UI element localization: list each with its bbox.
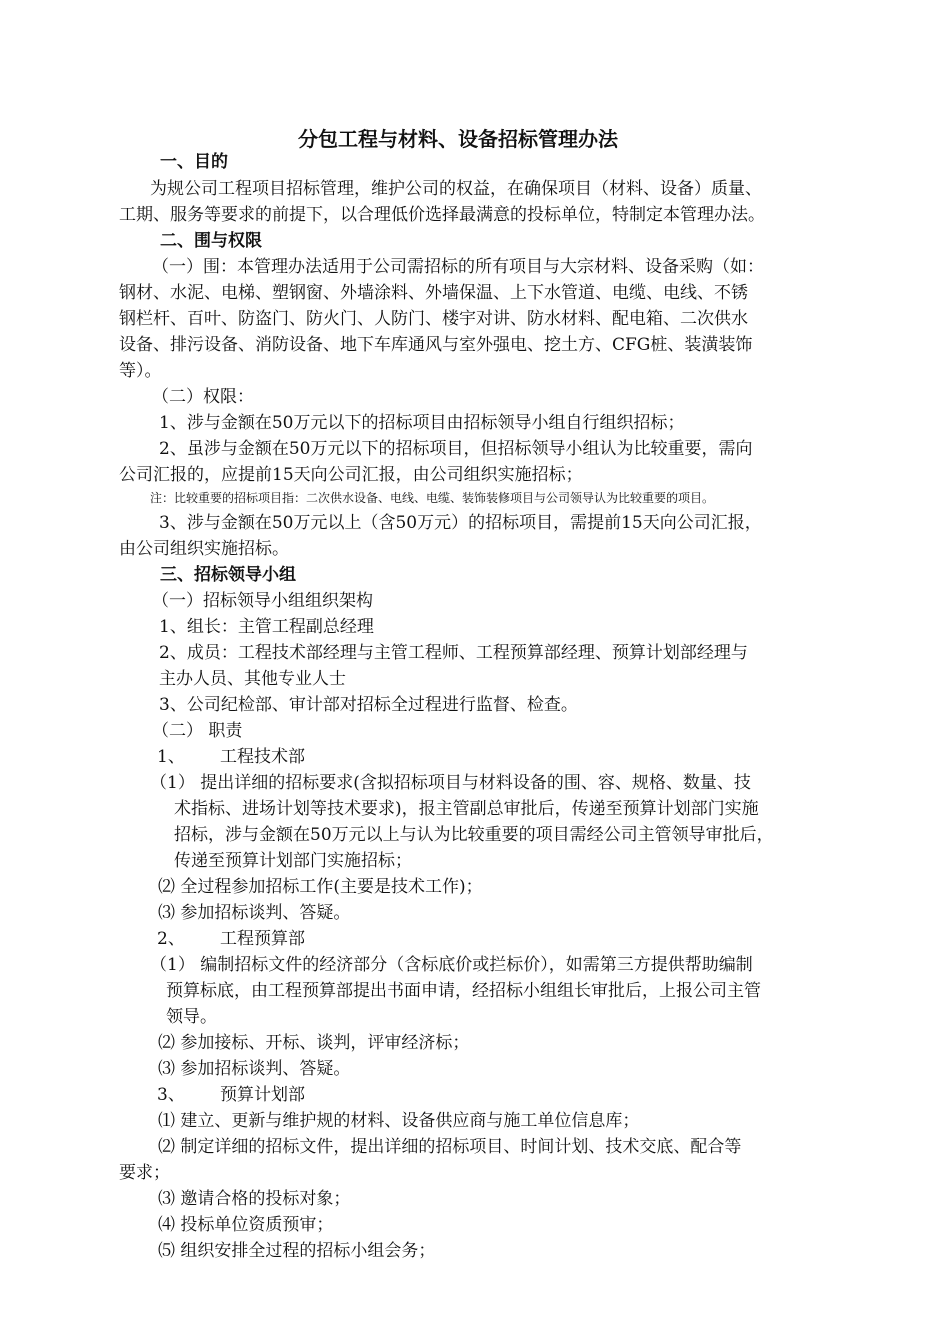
paragraph-line: 等）。 bbox=[119, 361, 162, 381]
list-item-line: （1） 编制招标文件的经济部分（含标底价或拦标价），如需第三方提供帮助编制 bbox=[150, 955, 753, 975]
list-item-line: ⑶ 邀请合格的投标对象； bbox=[158, 1189, 351, 1209]
list-item-line: ⑸ 组织安排全过程的招标小组会务； bbox=[158, 1241, 436, 1261]
paragraph-line: 2、成员：工程技术部经理与主管工程师、工程预算部经理、预算计划部经理与 bbox=[159, 643, 748, 663]
list-item-line: ⑷ 投标单位资质预审； bbox=[158, 1215, 334, 1235]
paragraph-line: 3、涉与金额在50万元以上（含50万元）的招标项目，需提前15天向公司汇报， bbox=[159, 513, 762, 533]
list-item-line: ⑵ 参加接标、开标、谈判，评审经济标； bbox=[158, 1033, 470, 1053]
list-item-line: 要求； bbox=[119, 1163, 170, 1183]
list-item-line: ⑴ 建立、更新与维护规的材料、设备供应商与施工单位信息库； bbox=[158, 1111, 640, 1131]
dept-number: 1、 bbox=[157, 747, 185, 767]
list-item-line: （1） 提出详细的招标要求(含拟招标项目与材料设备的围、容、规格、数量、技 bbox=[150, 773, 751, 793]
list-item-line: ⑵ 制定详细的招标文件，提出详细的招标项目、时间计划、技术交底、配合等 bbox=[158, 1137, 742, 1157]
paragraph-line: 由公司组织实施招标。 bbox=[119, 539, 289, 559]
subheading-authority: （二）权限： bbox=[152, 387, 254, 407]
list-item-line: 预算标底，由工程预算部提出书面申请，经招标小组组长审批后，上报公司主管 bbox=[166, 981, 761, 1001]
paragraph-line: 设备、排污设备、消防设备、地下车库通风与室外强电、挖土方、CFG桩、装潢装饰 bbox=[119, 335, 753, 355]
paragraph-line: 主办人员、其他专业人士 bbox=[159, 669, 346, 689]
paragraph-line: 公司汇报的，应提前15天向公司汇报，由公司组织实施招标； bbox=[119, 465, 583, 485]
paragraph-line: （一）围：本管理办法适用于公司需招标的所有项目与大宗材料、设备采购（如： bbox=[152, 257, 764, 277]
list-item-line: 招标，涉与金额在50万元以上与认为比较重要的项目需经公司主管领导审批后， bbox=[174, 825, 774, 845]
list-item-line: ⑵ 全过程参加招标工作(主要是技术工作)； bbox=[158, 877, 483, 897]
paragraph-line: 3、公司纪检部、审计部对招标全过程进行监督、检查。 bbox=[159, 695, 578, 715]
subheading-org: （一）招标领导小组组织架构 bbox=[152, 591, 373, 611]
subheading-duties: （二） 职责 bbox=[152, 721, 243, 741]
paragraph-line: 钢栏杆、百叶、防盗门、防火门、人防门、楼宇对讲、防水材料、配电箱、二次供水 bbox=[119, 309, 748, 329]
list-item-line: ⑶ 参加招标谈判、答疑。 bbox=[158, 903, 351, 923]
list-item-line: 传递至预算计划部门实施招标； bbox=[174, 851, 412, 871]
dept-number: 2、 bbox=[157, 929, 185, 949]
paragraph-line: 2、虽涉与金额在50万元以下的招标项目，但招标领导小组认为比较重要，需向 bbox=[159, 439, 753, 459]
dept-name: 工程预算部 bbox=[220, 929, 305, 949]
section-heading-scope: 二、围与权限 bbox=[160, 231, 262, 251]
note-line: 注：比较重要的招标项目指：二次供水设备、电线、电缆、装饰装修项目与公司领导认为比较重要的项目。 bbox=[150, 491, 715, 505]
paragraph-line: 1、涉与金额在50万元以下的招标项目由招标领导小组自行组织招标； bbox=[159, 413, 685, 433]
dept-name: 工程技术部 bbox=[220, 747, 305, 767]
list-item-line: 术指标、进场计划等技术要求)，报主管副总审批后，传递至预算计划部门实施 bbox=[174, 799, 759, 819]
paragraph-line: 1、组长：主管工程副总经理 bbox=[159, 617, 374, 637]
document-title: 分包工程与材料、设备招标管理办法 bbox=[298, 127, 618, 151]
paragraph-line: 工期、服务等要求的前提下，以合理低价选择最满意的投标单位，特制定本管理办法。 bbox=[119, 205, 765, 225]
dept-number: 3、 bbox=[157, 1085, 185, 1105]
paragraph-line: 钢材、水泥、电梯、塑钢窗、外墙涂料、外墙保温、上下水管道、电缆、电线、不锈 bbox=[119, 283, 748, 303]
dept-name: 预算计划部 bbox=[220, 1085, 305, 1105]
list-item-line: ⑶ 参加招标谈判、答疑。 bbox=[158, 1059, 351, 1079]
section-heading-leadership-group: 三、招标领导小组 bbox=[160, 565, 296, 585]
section-heading-purpose: 一、目的 bbox=[160, 152, 228, 172]
paragraph-line: 为规公司工程项目招标管理，维护公司的权益，在确保项目（材料、设备）质量、 bbox=[150, 179, 762, 199]
list-item-line: 领导。 bbox=[166, 1007, 217, 1027]
